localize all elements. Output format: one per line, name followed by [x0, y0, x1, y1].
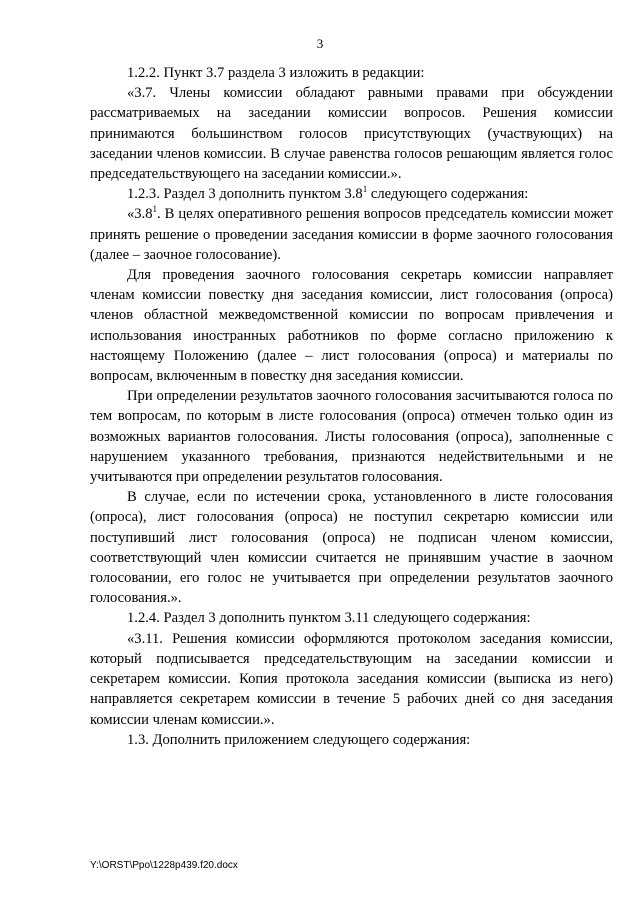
document-body [90, 63, 613, 750]
paragraph-text: «3.8 [127, 206, 153, 223]
paragraph-text-cont: следующего содержания: [367, 186, 529, 203]
paragraph-voting-procedure [90, 265, 613, 386]
page-number: 3 [316, 36, 324, 51]
paragraph-text: При определении результатов заочного голосования засчитываются голоса по тем вопросам, по которым в листе голосования (опроса) отмечен только один из возможных вариантов голосования. Листы голосования (опроса), заполненные с нарушением указанного требования, признаются недействительными и не учитываются при определении результатов голосования. [90, 388, 613, 486]
paragraph-3-7 [90, 83, 613, 184]
file-path-footer: Y:\ORST\Ppo\1228p439.f20.docx [90, 860, 238, 871]
paragraph-1-2-2 [90, 63, 613, 83]
paragraph-text: В случае, если по истечении срока, установленного в листе голосования (опроса), лист голосования (опроса) не поступил секретарю комиссии или поступивший лист голосования (опроса) не подписан членом комиссии, соответствующий член комиссии считается не принявшим участие в заочном голосовании, его голос не учитывается при определении результатов заочного голосования.». [90, 489, 613, 607]
paragraph-text: 1.2.4. Раздел 3 дополнить пунктом 3.11 следующего содержания: [127, 610, 531, 627]
paragraph-text: «3.7. Члены комиссии обладают равными правами при обсуждении рассматриваемых на заседании комиссии вопросов. Решения комиссии принимаются большинством голосов присутствующих (участвующих) на заседании членов комиссии. В случае равенства голосов решающим является голос председательствующего на заседании комиссии.». [90, 85, 613, 183]
superscript: 1 [152, 204, 158, 215]
paragraph-text: «3.11. Решения комиссии оформляются протоколом заседания комиссии, который подписывается председательствующим на заседании комиссии и секретарем комиссии. Копия протокола заседания комиссии (выписка из него) направляется секретарем комиссии в течение 5 рабочих дней со дня заседания комиссии членам комиссии.». [90, 630, 613, 728]
paragraph-1-2-3 [90, 184, 613, 204]
paragraph-text: 1.2.2. Пункт 3.7 раздела 3 изложить в редакции: [127, 65, 425, 81]
paragraph-text: 1.2.3. Раздел 3 дополнить пунктом 3.8 [127, 186, 363, 203]
paragraph-voting-deadline [90, 487, 613, 608]
paragraph-3-11 [90, 629, 613, 730]
paragraph-text: 1.3. Дополнить приложением следующего содержания: [127, 731, 471, 748]
paragraph-text-cont: . В целях оперативного решения вопросов председатель комиссии может принять решение о проведении заседания комиссии в форме заочного голосования (далее – заочное голосование). [90, 206, 613, 263]
paragraph-1-3 [90, 730, 613, 750]
paragraph-1-2-4 [90, 608, 613, 628]
paragraph-3-8-1 [90, 204, 613, 265]
paragraph-text: Для проведения заочного голосования секретарь комиссии направляет членам комиссии повестку дня заседания комиссии, лист голосования (опроса) членов областной межведомственной комиссии по вопросам привлечения и использования иностранных работников по форме согласно приложению к настоящему Положению (далее – лист голосования (опроса) и материалы по вопросам, включенным в повестку дня заседания комиссии. [90, 267, 613, 385]
paragraph-voting-results [90, 386, 613, 487]
superscript: 1 [362, 184, 368, 195]
